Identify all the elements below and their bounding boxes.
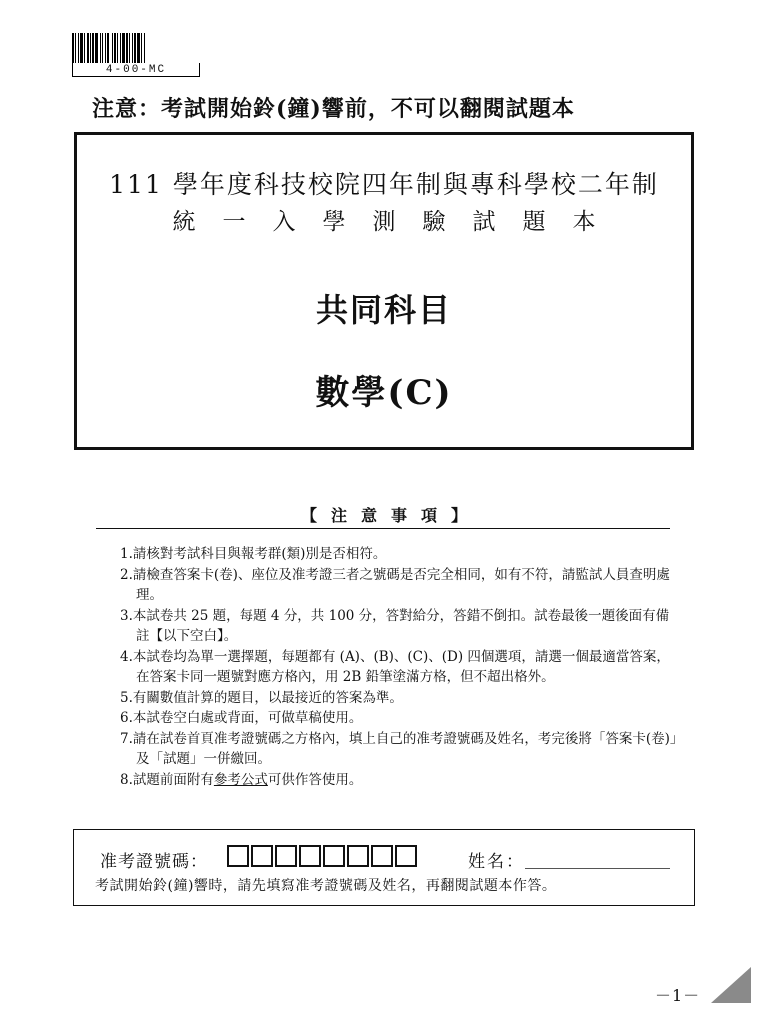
note-item: 2.請檢查答案卡(卷)、座位及准考證三者之號碼是否完全相同，如有不符，請監試人員查明處理。 [120, 566, 670, 603]
notes-heading: 【注意事項】 [300, 506, 481, 525]
subject-group: 共同科目 [315, 291, 452, 329]
exam-title-line2: 統一入學測驗試題本 [172, 209, 623, 235]
note-item8-suffix: 可供作答使用。 [267, 771, 363, 788]
name-field[interactable] [525, 868, 670, 869]
digit-box[interactable] [227, 845, 249, 867]
note-item: 1.請核對考試科目與報考群(類)別是否相符。 [120, 546, 387, 562]
notes-divider [96, 528, 670, 529]
name-label: 姓名： [468, 852, 525, 872]
digit-box[interactable] [395, 845, 417, 867]
note-item [120, 770, 680, 791]
note-item8-prefix: 8.試題前面附有 [120, 771, 214, 788]
note-item: 4.本試卷均為單一選擇題，每題都有 (A)、(B)、(C)、(D) 四個選項，請選一個最適當答案，在答案卡同一題號對應方格內，用 2B 鉛筆塗滿方格，但不超出格外。 [120, 648, 670, 685]
top-warning: 注意：考試開始鈴(鐘)響前，不可以翻閱試題本 [92, 96, 575, 122]
fill-instruction: 考試開始鈴(鐘)響時，請先填寫准考證號碼及姓名，再翻閱試題本作答。 [95, 878, 557, 894]
digit-box[interactable] [347, 845, 369, 867]
page-corner-triangle [711, 967, 751, 1003]
barcode-bars [72, 33, 200, 63]
barcode [72, 33, 200, 77]
reference-formula-link: 參考公式 [213, 771, 268, 788]
note-item: 5.有關數值計算的題目，以最接近的答案為準。 [120, 689, 403, 706]
digit-box[interactable] [323, 845, 345, 867]
note-item: 6.本試卷空白處或背面，可做草稿使用。 [120, 710, 363, 726]
subject-name: 數學(C) [315, 373, 453, 413]
barcode-stripe [145, 33, 147, 63]
notes-list [120, 544, 680, 790]
admission-number-boxes[interactable] [227, 845, 419, 867]
digit-box[interactable] [299, 845, 321, 867]
barcode-text: 4-00-MC [72, 63, 200, 77]
digit-box[interactable] [371, 845, 393, 867]
title-box [74, 132, 694, 450]
digit-box[interactable] [275, 845, 297, 867]
note-item: 3.本試卷共 25 題，每題 4 分，共 100 分，答對給分，答錯不倒扣。試卷最後一題後面有備註【以下空白】。 [120, 607, 670, 644]
note-item: 7.請在試卷首頁准考證號碼之方格內，填上自己的准考證號碼及姓名，考完後將「答案卡(卷)」及「試題」一併繳回。 [120, 730, 677, 767]
admission-number-label: 准考證號碼： [100, 852, 208, 872]
digit-box[interactable] [251, 845, 273, 867]
exam-title-line1: 111 學年度科技校院四年制與專科學校二年制 [109, 170, 659, 199]
candidate-info-box [73, 829, 695, 906]
page-number: －1－ [655, 986, 701, 1005]
